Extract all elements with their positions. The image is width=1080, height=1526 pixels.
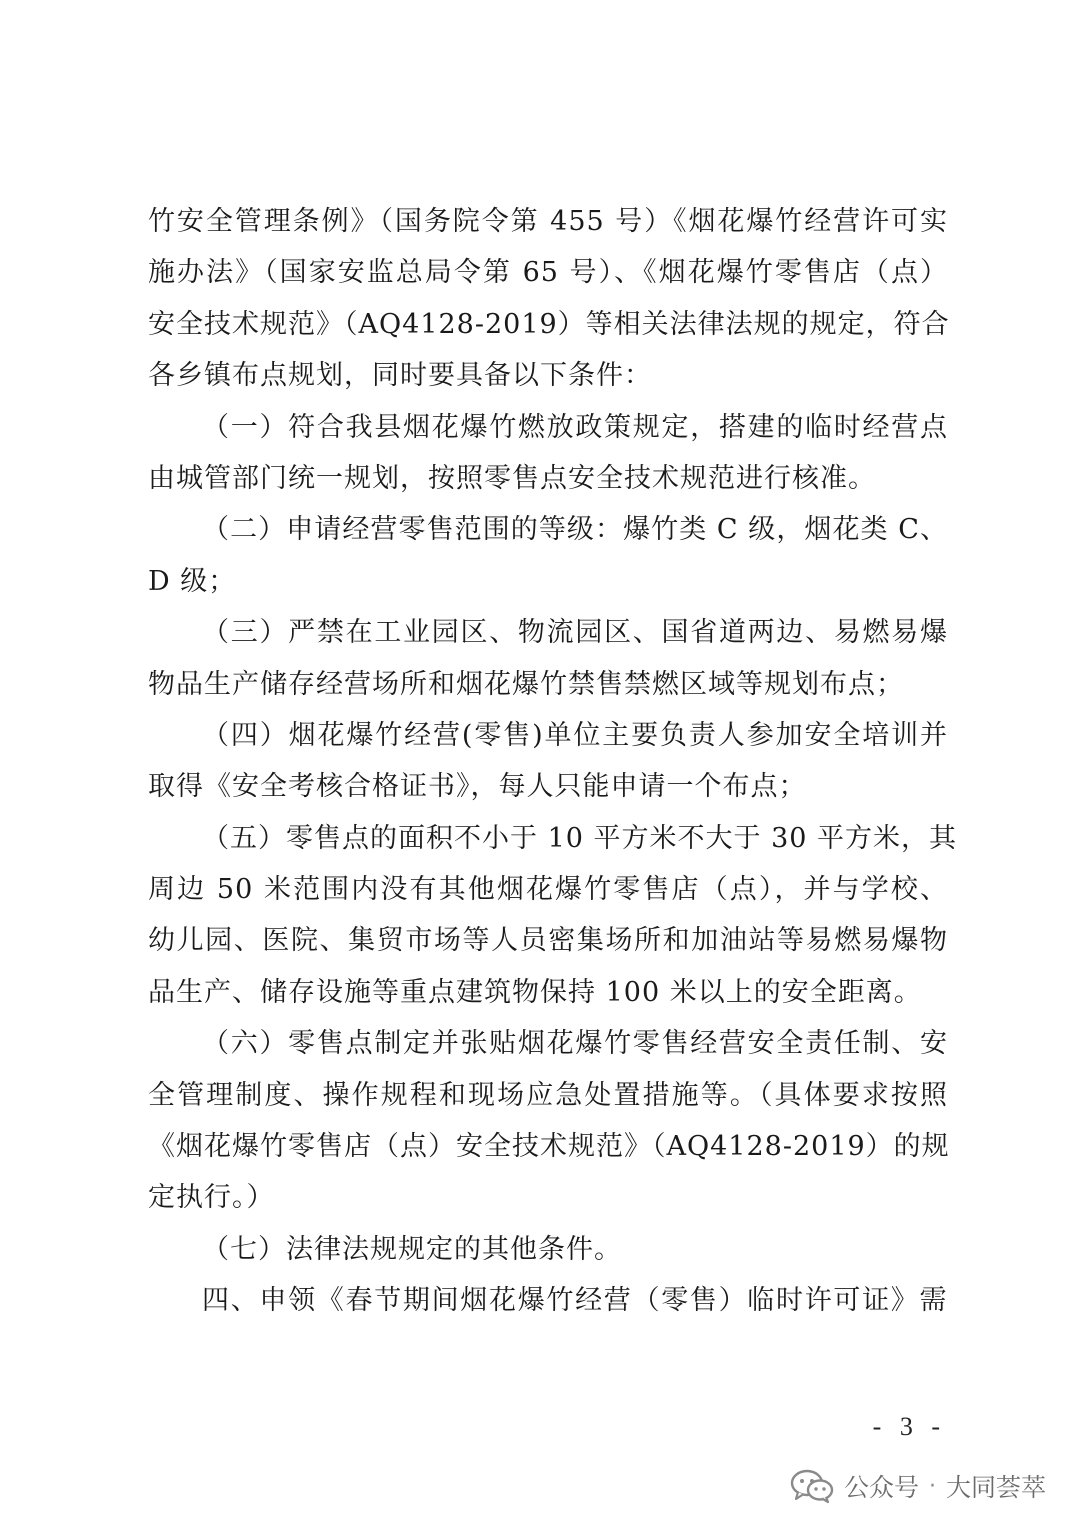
list-item-6-line: 定执行。） (148, 1182, 275, 1214)
text-line: 安全技术规范》（AQ4128-2019）等相关法律法规的规定，符合 (148, 308, 950, 340)
watermark-separator: · (928, 1473, 936, 1499)
list-item-1-line: （一）符合我县烟花爆竹燃放政策规定，搭建的临时经营点 (202, 411, 948, 443)
list-item-5-line: （五）零售点的面积不小于 10 平方米不大于 30 平方米，其 (202, 822, 958, 854)
list-item-5-line: 幼儿园、医院、集贸市场等人员密集场所和加油站等易燃易爆物 (148, 925, 948, 957)
list-item-3-line: 物品生产储存经营场所和烟花爆竹禁售禁燃区域等规划布点； (148, 668, 904, 700)
text-line: 各乡镇布点规划，同时要具备以下条件： (148, 360, 652, 392)
list-item-2-line: （二）申请经营零售范围的等级：爆竹类 C 级，烟花类 C、 (202, 514, 948, 546)
list-item-5-line: 品生产、储存设施等重点建筑物保持 100 米以上的安全距离。 (148, 976, 922, 1008)
list-item-4-line: 取得《安全考核合格证书》，每人只能申请一个布点； (148, 771, 807, 803)
list-item-7-line: （七）法律法规规定的其他条件。 (202, 1233, 622, 1265)
list-item-1-line: 由城管部门统一规划，按照零售点安全技术规范进行核准。 (148, 462, 876, 494)
text-line: 竹安全管理条例》（国务院令第 455 号）《烟花爆竹经营许可实 (148, 206, 948, 237)
section-heading: 四、申领《春节期间烟花爆竹经营（零售）临时许可证》需 (202, 1285, 948, 1317)
list-item-4-line: （四）烟花爆竹经营(零售)单位主要负责人参加安全培训并 (202, 719, 948, 751)
text-line: 施办法》（国家安监总局令第 65 号）、《烟花爆竹零售店（点） (148, 257, 948, 289)
watermark-account-name: 大同荟萃 (945, 1473, 1046, 1502)
page-number: - 3 - (872, 1412, 946, 1441)
list-item-3-line: （三）严禁在工业园区、物流园区、国省道两边、易燃易爆 (202, 617, 948, 649)
wechat-watermark (790, 1466, 1046, 1506)
list-item-6-line: 《烟花爆竹零售店（点）安全技术规范》（AQ4128-2019）的规 (148, 1131, 950, 1163)
list-item-6-line: 全管理制度、操作规程和现场应急处置措施等。（具体要求按照 (148, 1079, 948, 1111)
list-item-6-line: （六）零售点制定并张贴烟花爆竹零售经营安全责任制、安 (202, 1028, 948, 1060)
list-item-5-line: 周边 50 米范围内没有其他烟花爆竹零售店（点），并与学校、 (148, 874, 948, 906)
wechat-icon (790, 1468, 834, 1504)
document-body (148, 196, 958, 1327)
watermark-label: 公众号 (843, 1473, 919, 1502)
list-item-2-line: D 级； (148, 565, 237, 597)
